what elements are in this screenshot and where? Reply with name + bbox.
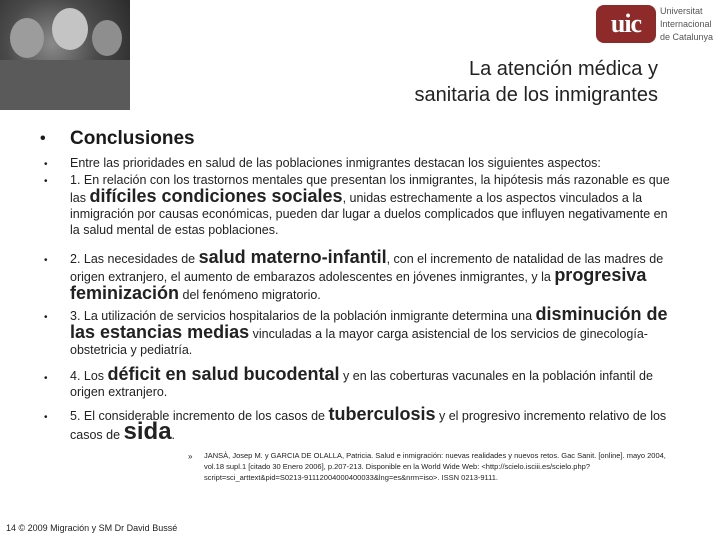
intro-text: Entre las prioridades en salud de las poblaciones inmigrantes destacan los siguientes aspectos:	[70, 156, 601, 170]
photo-face	[52, 8, 88, 50]
conclusion-item-1	[70, 172, 670, 238]
conclusion-item-4	[70, 366, 670, 400]
conclusion-item-5	[70, 406, 670, 443]
slide-footer: 14 © 2009 Migración y SM Dr David Bussé	[6, 523, 178, 533]
heading-text: Conclusiones	[70, 128, 195, 149]
bullet: •	[40, 130, 46, 147]
slide-title	[238, 56, 658, 108]
logo-line: de Catalunya	[660, 32, 714, 42]
title-line-2: sanitaria de los inmigrantes	[414, 84, 658, 106]
item-highlight: progresiva feminización	[70, 265, 647, 303]
photo-figures	[0, 60, 130, 110]
photo-face	[92, 20, 122, 56]
item-text: 3. La utilización de servicios hospitalarios de la población inmigrante determina una	[70, 309, 536, 323]
item-text: y el progresivo incremento relativo de los casos de	[70, 409, 667, 442]
bullet: •	[44, 176, 48, 187]
item-text: vinculadas a la mayor carga asistencial de los servicios de ginecología-obstetricia y pediatría.	[70, 327, 648, 357]
item-highlight: salud materno-infantil	[198, 247, 387, 267]
item-highlight: disminución de las estancias medias	[70, 304, 668, 342]
university-logo	[596, 3, 720, 47]
item-text: , unidas estrechamente a los aspectos vinculados a la inmigración por causas económicas, pueden dar lugar a duelos complicados que influyen negativamente en la salud mental de estas poblaciones.	[70, 191, 668, 237]
bullet: •	[44, 373, 48, 384]
conclusion-item-2	[70, 249, 670, 303]
item-text: .	[171, 428, 176, 442]
item-text: , con el incremento de natalidad de las madres de origen extranjero, el aumento de embarazos adolescentes en jóvenes inmigrantes, y la	[70, 252, 664, 284]
bullet: •	[44, 412, 48, 423]
item-text: 2. Las necesidades de	[70, 252, 199, 266]
title-line-1: La atención médica y	[468, 58, 658, 80]
logo-mark: uic	[596, 5, 656, 43]
bullet: •	[44, 159, 48, 170]
conclusion-item-3	[70, 306, 670, 358]
photo-face	[10, 18, 44, 58]
bullet: •	[44, 255, 48, 266]
item-text: 5. El considerable incremento de los casos de	[70, 409, 329, 423]
item-highlight: déficit en salud bucodental	[107, 364, 340, 384]
item-text: 4. Los	[70, 369, 108, 383]
children-photo	[0, 0, 130, 110]
item-text: 1. En relación con los trastornos mentales que presentan los inmigrantes, la hipótesis más razonable es que las	[70, 173, 670, 205]
reference-citation: JANSÀ, Josep M. y GARCIA DE OLALLA, Patricia. Salud e inmigración: nuevas realidades y nuevos retos. Gac Sanit. [online]. mayo 2004, vol.18 supl.1 [citado 30 Enero 2006], p.207-213. Disponible en la World Wide Web: <http://scielo.isciii.es/scielo.php?script=sci_arttext&pid=S0213-91112004000400033&lng=es&nrm=iso>. ISSN 0213-9111.	[204, 451, 666, 482]
logo-line: Internacional	[660, 19, 712, 29]
item-highlight: tuberculosis	[328, 404, 436, 424]
item-text: del fenómeno migratorio.	[179, 288, 321, 302]
item-text: y en las coberturas vacunales en la población infantil de origen extranjero.	[70, 369, 653, 399]
item-highlight: difíciles condiciones sociales	[89, 186, 343, 206]
item-highlight: sida	[123, 418, 172, 445]
bullet: •	[44, 312, 48, 323]
reference-marker: »	[188, 452, 193, 461]
logo-line: Universitat	[660, 6, 703, 16]
